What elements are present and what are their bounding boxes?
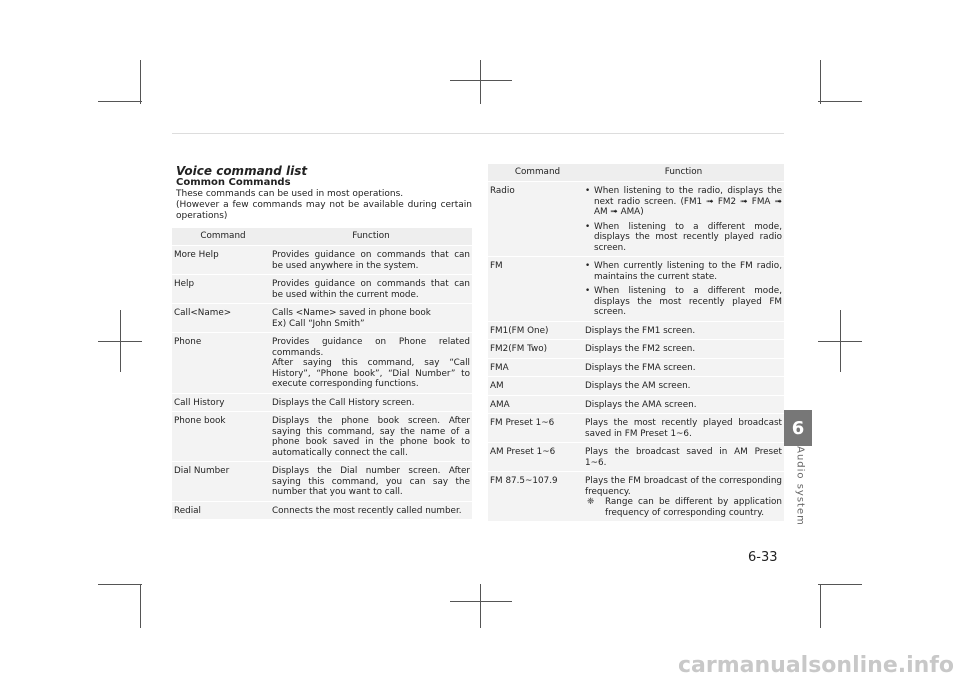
table-row [488, 376, 784, 395]
function-line: After saying this command, say “Call History”, “Phone book”, “Dial Number” to execute corresponding functions. [272, 358, 470, 389]
note-text: Range can be different by application frequency of corresponding country. [605, 497, 782, 518]
function-line: Calls <Name> saved in phone book [272, 308, 431, 318]
section-subheading: Common Commands [176, 177, 291, 188]
bullet-text: When currently listening to the FM radio, maintains the current state. [594, 261, 782, 282]
function-cell: Provides guidance on commands that can be used within the current mode. [272, 279, 470, 300]
function-line: Provides guidance on Phone related commands. [272, 337, 470, 358]
command-cell: FM [490, 261, 503, 271]
command-cell: Call History [174, 397, 225, 408]
chapter-title: Audio system [794, 446, 806, 526]
command-cell: AM [490, 381, 504, 391]
table-row [172, 411, 472, 461]
bullet-text: When listening to the radio, displays the next radio screen. (FM1 ➟ FM2 ➟ FMA ➟ AM ➟ AMA) [594, 186, 782, 217]
bullet-text: When listening to a different mode, displays the most recently played FM screen. [594, 286, 782, 317]
crop-mark [98, 584, 142, 585]
table-row [488, 442, 784, 471]
table-row [172, 245, 472, 274]
function-cell: Plays the broadcast saved in AM Preset 1~6. [585, 447, 782, 468]
table-row [488, 358, 784, 377]
crop-mark [98, 101, 142, 102]
table-row [488, 339, 784, 358]
crop-mark [820, 584, 821, 628]
intro-line: These commands can be used in most operations. [176, 189, 404, 199]
crop-mark [818, 584, 862, 585]
table-row [488, 471, 784, 521]
command-cell: Call<Name> [174, 308, 232, 318]
header-command: Command [514, 167, 561, 178]
bullet-item [585, 261, 782, 282]
command-cell: FM Preset 1~6 [490, 418, 555, 428]
table-row [172, 393, 472, 412]
watermark: carmanualsonline.info [678, 653, 954, 678]
crop-mark [140, 584, 141, 628]
command-cell: Radio [490, 186, 515, 196]
crop-mark [450, 601, 512, 602]
intro-line: (However a few commands may not be available during certain operations) [176, 200, 472, 221]
header-function: Function [664, 167, 703, 178]
section-heading: Voice command list [176, 164, 308, 178]
bullet-item [585, 186, 782, 218]
bullet-text: When listening to a different mode, displays the most recently played radio screen. [594, 221, 782, 253]
command-cell: Phone [174, 337, 202, 347]
table-row [172, 501, 472, 520]
function-cell: Displays the FMA screen. [585, 362, 696, 373]
table-row [172, 274, 472, 303]
command-cell: Phone book [174, 416, 226, 426]
range-note [585, 497, 782, 518]
table-row [172, 332, 472, 393]
function-cell: Provides guidance on commands that can be used anywhere in the system. [272, 250, 470, 271]
function-cell [585, 186, 784, 253]
function-cell: Connects the most recently called number. [272, 505, 462, 516]
command-cell: Dial Number [174, 466, 230, 476]
crop-mark [818, 341, 862, 342]
table-row [172, 461, 472, 501]
radio-commands-table [488, 164, 784, 521]
function-cell: Displays the Call History screen. [272, 397, 415, 408]
function-cell: Plays the most recently played broadcast saved in FM Preset 1~6. [585, 418, 782, 439]
crop-mark [140, 60, 141, 104]
bullet-item [585, 286, 782, 318]
command-cell: FM1(FM One) [490, 325, 549, 336]
bullet-marker: • [585, 286, 591, 296]
function-cell: Displays the FM2 screen. [585, 344, 696, 354]
function-cell: Displays the phone book screen. After saying this command, say the name of a phone book saved in the phone book to automatically connect the call. [272, 416, 470, 458]
crop-mark [818, 101, 862, 102]
command-cell: FM2(FM Two) [490, 344, 548, 354]
table-row [488, 181, 784, 256]
bullet-item [585, 222, 782, 254]
function-cell [272, 337, 472, 390]
function-line: Plays the FM broadcast of the corresponding frequency. [585, 476, 782, 497]
function-cell [272, 308, 472, 329]
table-header [488, 164, 784, 181]
crop-mark [450, 80, 512, 81]
function-cell: Displays the AM screen. [585, 381, 691, 391]
table-row [172, 303, 472, 332]
table-row [488, 256, 784, 321]
bullet-marker: • [585, 261, 591, 271]
table-row [488, 321, 784, 340]
table-row [488, 395, 784, 414]
page-number: 6-33 [748, 550, 778, 565]
command-cell: FM 87.5~107.9 [490, 476, 558, 486]
function-cell: Displays the FM1 screen. [585, 325, 696, 336]
function-cell: Displays the AMA screen. [585, 399, 697, 410]
table-row [488, 413, 784, 442]
table-header [172, 228, 472, 245]
bullet-marker: • [585, 186, 591, 196]
intro-text [176, 189, 472, 222]
note-marker-icon: ❈ [587, 497, 595, 507]
crop-mark [820, 60, 821, 104]
function-cell [585, 261, 784, 318]
header-function: Function [352, 231, 390, 242]
common-commands-table [172, 228, 472, 519]
command-cell: Help [174, 279, 195, 289]
function-line: Ex) Call “John Smith” [272, 318, 365, 329]
command-cell: More Help [174, 250, 219, 260]
command-cell: AMA [490, 399, 510, 410]
function-cell: Displays the Dial number screen. After saying this command, you can say the number that you want to call. [272, 466, 470, 497]
command-cell: FMA [490, 362, 509, 373]
crop-mark [480, 584, 481, 628]
command-cell: Redial [174, 505, 201, 516]
crop-mark [480, 60, 481, 104]
chapter-tab: 6 [784, 410, 812, 446]
header-command: Command [200, 231, 246, 242]
command-cell: AM Preset 1~6 [490, 447, 556, 457]
header-rule [172, 133, 784, 134]
function-cell [585, 476, 784, 518]
crop-mark [98, 341, 142, 342]
bullet-marker: • [585, 221, 591, 232]
